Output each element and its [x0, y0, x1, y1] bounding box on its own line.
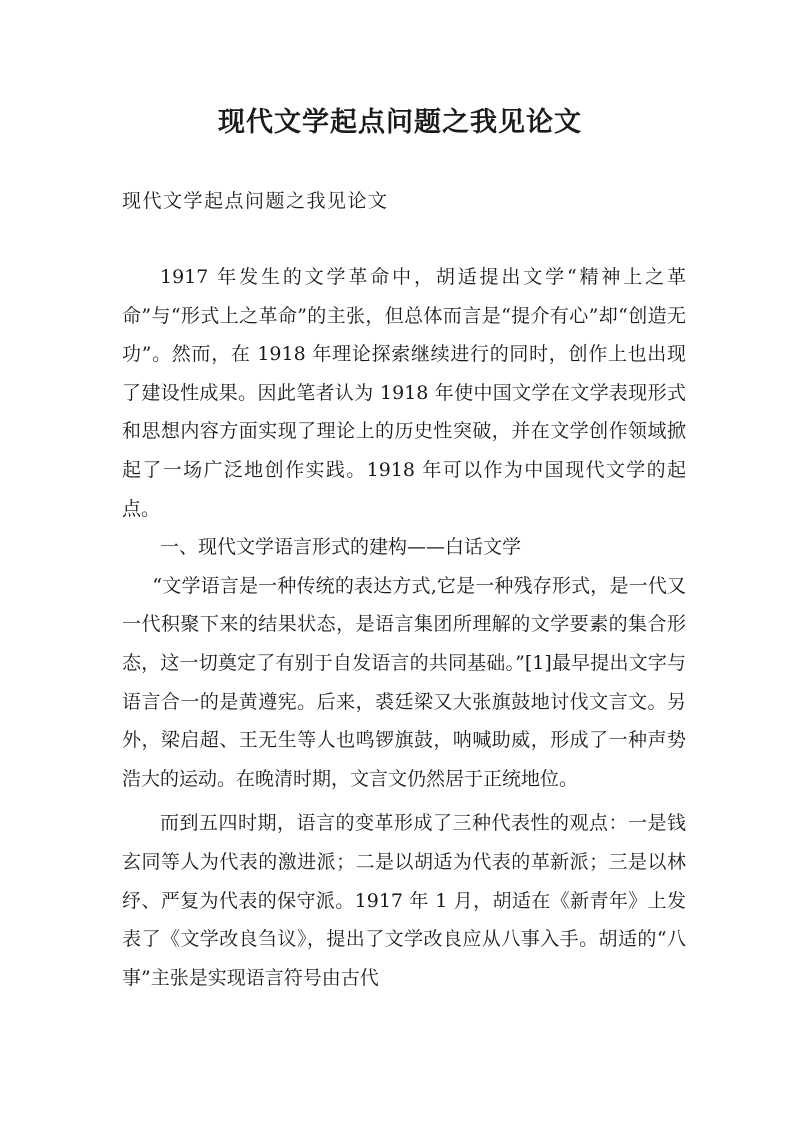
paragraph-may-fourth: 而到五四时期，语言的变革形成了三种代表性的观点：一是钱玄同等人为代表的激进派；二是以胡适为代表的革新派；三是以林纾、严复为代表的保守派。1917 年 1 月，胡适在《新青年》上发表了《文学改良刍议》，提出了文学改良应从八事入手。胡适的“八事”主张是实现语言符号由古代 [122, 812, 686, 989]
paragraph-intro: 1917 年发生的文学革命中，胡适提出文学“精神上之革命”与“形式上之革命”的主张，但总体而言是“提介有心”却“创造无功”。然而，在 1918 年理论探索继续进行的同时，创作上也出现了建设性成果。因此笔者认为 1918 年使中国文学在文学表现形式和思想内容方面实现了理论上的历史性突破，并在文学创作领域掀起了一场广泛地创作实践。1918 年可以作为中国现代文学的起点。 [122, 266, 686, 520]
paragraph-quote: “文学语言是一种传统的表达方式,它是一种残存形式，是一代又一代积聚下来的结果状态，是语言集团所理解的文学要素的集合形态，这一切奠定了有别于自发语言的共同基础。”[1]最早提出文字与语言合一的是黄遵宪。后来，裘廷梁又大张旗鼓地讨伐文言文。另外，梁启超、王无生等人也鸣锣旗鼓，呐喊助威，形成了一种声势浩大的运动。在晚清时期，文言文仍然居于正统地位。 [122, 574, 686, 790]
document-body [122, 258, 686, 997]
document-subtitle: 现代文学起点问题之我见论文 [122, 190, 389, 212]
section-heading: 一、现代文学语言形式的建构——白话文学 [160, 536, 522, 559]
document-title: 现代文学起点问题之我见论文 [218, 107, 582, 138]
